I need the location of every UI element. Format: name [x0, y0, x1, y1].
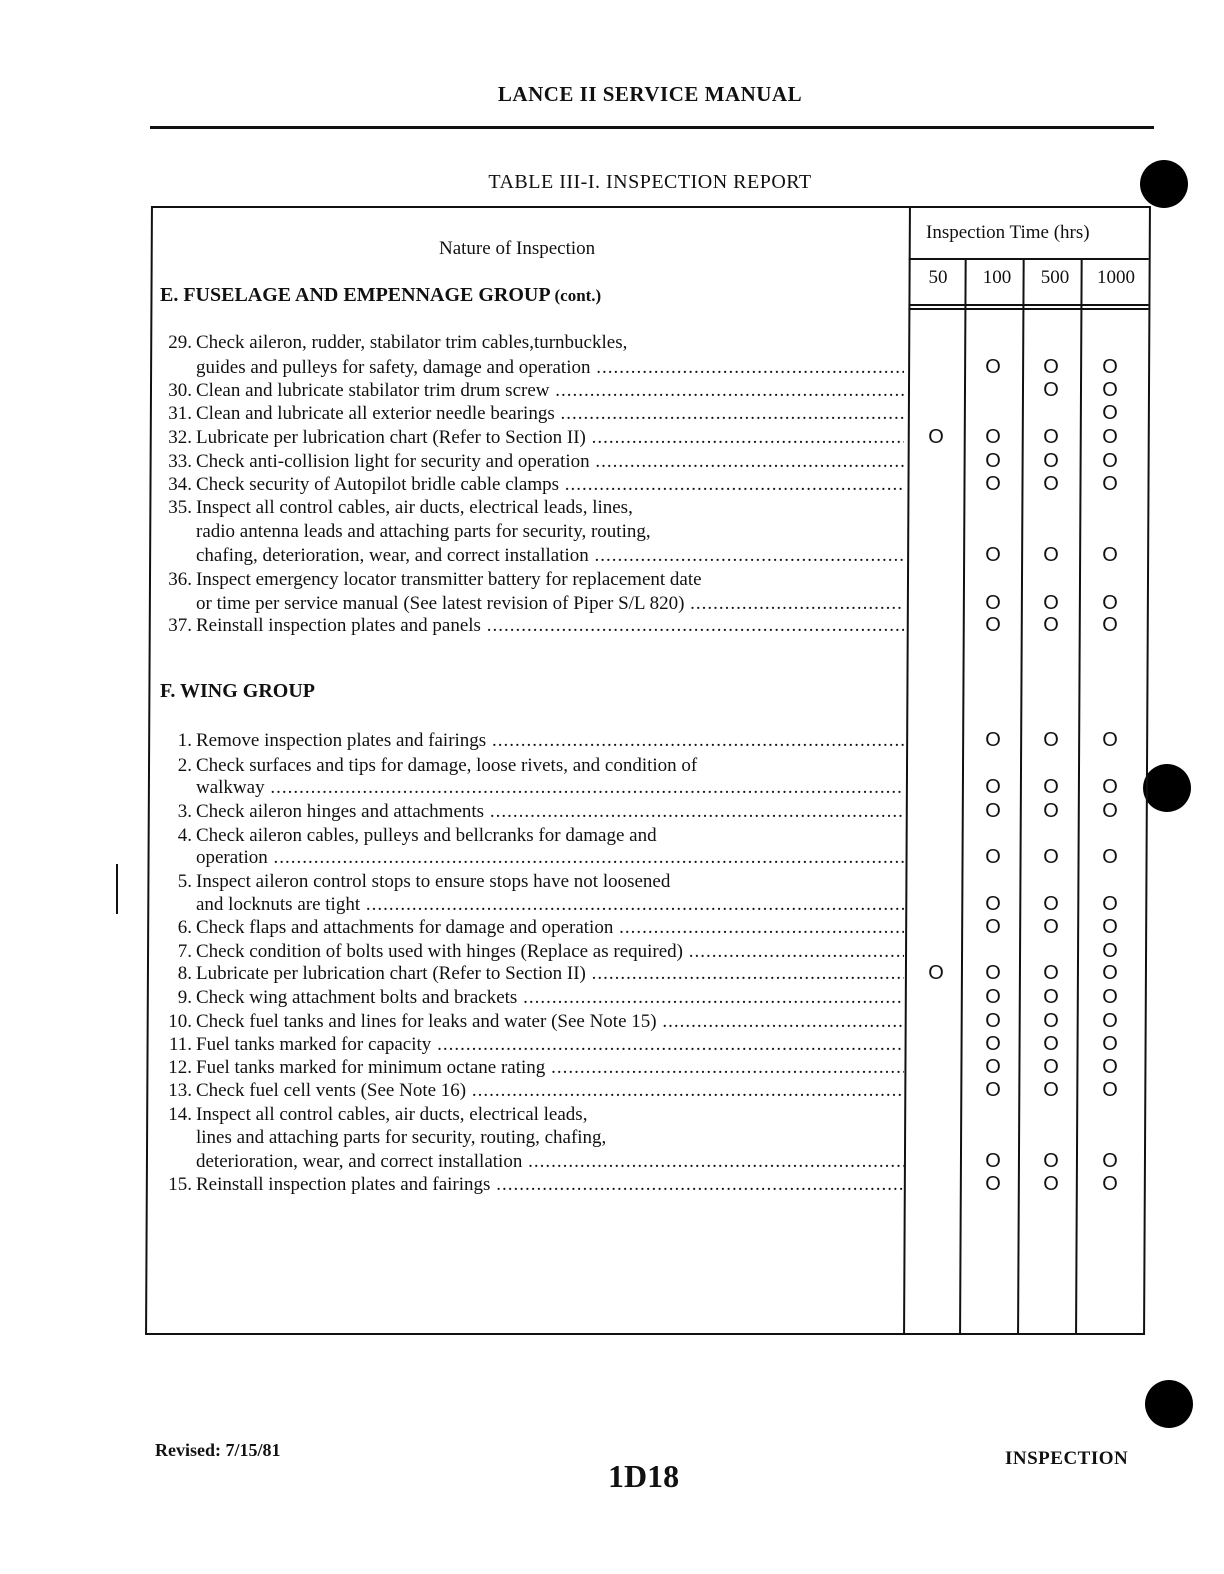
col-header-500: 500	[1040, 267, 1070, 288]
inspection-mark-100: O	[985, 916, 1001, 938]
inspection-mark-500: O	[1043, 986, 1059, 1008]
table-row	[160, 986, 904, 1009]
item-number: 14.	[168, 1104, 192, 1125]
inspection-mark-500: O	[1043, 846, 1059, 868]
inspection-mark-1000: O	[1102, 1056, 1118, 1078]
inspection-mark-1000: O	[1102, 614, 1118, 636]
item-text: Check flaps and attachments for damage and operation .....	[196, 916, 904, 939]
inspection-mark-500: O	[1043, 426, 1059, 448]
inspection-mark-500: O	[1043, 473, 1059, 495]
table-row	[160, 1079, 904, 1102]
table-row	[160, 800, 904, 823]
inspection-mark-100: O	[985, 1079, 1001, 1101]
inspection-mark-1000: O	[1102, 356, 1118, 378]
inspection-mark-1000: O	[1102, 1079, 1118, 1101]
item-text: Check surfaces and tips for damage, loose rivets, and condition of	[196, 755, 698, 776]
table-row	[160, 916, 904, 939]
inspection-mark-1000: O	[1102, 916, 1118, 938]
table-row	[160, 520, 904, 543]
table-row	[160, 496, 904, 519]
inspection-mark-1000: O	[1102, 846, 1118, 868]
item-text: deterioration, wear, and correct installation .....	[196, 1150, 904, 1173]
item-text: Check security of Autopilot bridle cable clamps .....	[196, 473, 904, 496]
inspection-mark-500: O	[1043, 729, 1059, 751]
section-e-title: E. FUSELAGE AND EMPENNAGE GROUP	[160, 284, 550, 306]
inspection-mark-500: O	[1043, 379, 1059, 401]
item-text: Lubricate per lubrication chart (Refer to Section II) .....	[196, 426, 904, 449]
inspection-mark-500: O	[1043, 450, 1059, 472]
table-row	[160, 544, 904, 567]
item-text: Clean and lubricate all exterior needle bearings .....	[196, 402, 904, 425]
inspection-mark-500: O	[1043, 916, 1059, 938]
table-row	[160, 331, 904, 354]
item-text: Inspect emergency locator transmitter battery for replacement date	[196, 569, 702, 590]
table-row	[160, 426, 904, 449]
item-text: Check aileron hinges and attachments .....	[196, 800, 904, 823]
item-text: Clean and lubricate stabilator trim drum screw .....	[196, 379, 904, 402]
item-number: 36.	[168, 569, 192, 590]
inspection-mark-1000: O	[1102, 544, 1118, 566]
table-row	[160, 1010, 904, 1033]
table-row	[160, 1126, 904, 1149]
inspection-mark-1000: O	[1102, 473, 1118, 495]
item-text: Reinstall inspection plates and fairings .....	[196, 1173, 904, 1196]
item-text: or time per service manual (See latest revision of Piper S/L 820) .....	[196, 592, 904, 615]
inspection-mark-500: O	[1043, 1079, 1059, 1101]
item-number: 6.	[177, 917, 192, 938]
table-row	[160, 776, 904, 799]
item-number: 33.	[168, 451, 192, 472]
inspection-mark-100: O	[985, 893, 1001, 915]
item-text: guides and pulleys for safety, damage and operation .....	[196, 356, 904, 379]
item-number: 34.	[168, 474, 192, 495]
table-row	[160, 729, 904, 752]
section-e-suffix: (cont.)	[554, 286, 602, 305]
inspection-mark-100: O	[985, 1173, 1001, 1195]
table-row	[160, 1056, 904, 1079]
table-row	[160, 402, 904, 425]
item-text: Check wing attachment bolts and brackets .....	[196, 986, 904, 1009]
inspection-mark-500: O	[1043, 614, 1059, 636]
item-text: Reinstall inspection plates and panels .....	[196, 614, 904, 637]
item-text: Lubricate per lubrication chart (Refer to Section II) .....	[196, 962, 904, 985]
inspection-mark-1000: O	[1102, 729, 1118, 751]
inspection-mark-1000: O	[1102, 1010, 1118, 1032]
inspection-mark-1000: O	[1102, 379, 1118, 401]
inspection-mark-100: O	[985, 544, 1001, 566]
table-row	[160, 592, 904, 615]
table-row	[160, 614, 904, 637]
item-number: 10.	[168, 1011, 192, 1032]
inspection-mark-100: O	[985, 1056, 1001, 1078]
table-title: TABLE III-I. INSPECTION REPORT	[488, 171, 812, 193]
table-row	[160, 962, 904, 985]
item-text: Check aileron, rudder, stabilator trim cables,turnbuckles,	[196, 332, 628, 353]
inspection-mark-1000: O	[1102, 962, 1118, 984]
item-number: 9.	[177, 987, 192, 1008]
inspection-mark-500: O	[1043, 1056, 1059, 1078]
inspection-mark-100: O	[985, 1010, 1001, 1032]
item-number: 1.	[177, 730, 192, 751]
item-text: Inspect all control cables, air ducts, electrical leads,	[196, 1104, 588, 1125]
item-text: Fuel tanks marked for capacity .....	[196, 1033, 904, 1056]
inspection-mark-1000: O	[1102, 426, 1118, 448]
header-rule	[150, 126, 1154, 129]
table-row	[160, 1103, 904, 1126]
inspection-mark-500: O	[1043, 800, 1059, 822]
item-text: Check aileron cables, pulleys and bellcranks for damage and	[196, 825, 657, 846]
section-e-heading	[160, 284, 601, 307]
col-header-1000: 1000	[1097, 267, 1135, 288]
table-row	[160, 1173, 904, 1196]
inspection-mark-500: O	[1043, 962, 1059, 984]
divider-columns-body	[908, 308, 1148, 310]
inspection-mark-100: O	[985, 356, 1001, 378]
item-text: Check anti-collision light for security and operation .....	[196, 450, 904, 473]
revision-bar	[116, 864, 118, 914]
inspection-mark-100: O	[985, 450, 1001, 472]
inspection-mark-1000: O	[1102, 1033, 1118, 1055]
item-text: Check fuel tanks and lines for leaks and water (See Note 15) .....	[196, 1010, 904, 1033]
nature-header: Nature of Inspection	[439, 238, 596, 259]
inspection-mark-1000: O	[1102, 1150, 1118, 1172]
col-header-50: 50	[928, 267, 948, 288]
item-number: 8.	[177, 963, 192, 984]
inspection-mark-500: O	[1043, 776, 1059, 798]
item-number: 3.	[177, 801, 192, 822]
item-number: 30.	[168, 380, 192, 401]
item-text: Check condition of bolts used with hinges (Replace as required) .....	[196, 940, 904, 963]
time-header: Inspection Time (hrs)	[926, 222, 1090, 243]
item-text: Check fuel cell vents (See Note 16) .....	[196, 1079, 904, 1102]
inspection-mark-500: O	[1043, 1150, 1059, 1172]
item-number: 4.	[177, 825, 192, 846]
inspection-mark-100: O	[985, 592, 1001, 614]
item-text: Inspect all control cables, air ducts, electrical leads, lines,	[196, 497, 633, 518]
table-row	[160, 356, 904, 379]
item-text: walkway .....	[196, 776, 904, 799]
item-number: 13.	[168, 1080, 192, 1101]
item-text: radio antenna leads and attaching parts for security, routing,	[196, 521, 651, 542]
inspection-mark-1000: O	[1102, 450, 1118, 472]
revised-date: Revised: 7/15/81	[155, 1440, 281, 1460]
item-number: 29.	[168, 332, 192, 353]
inspection-mark-100: O	[985, 776, 1001, 798]
page-code: 1D18	[608, 1458, 680, 1494]
table-row	[160, 450, 904, 473]
item-number: 32.	[168, 427, 192, 448]
inspection-mark-1000: O	[1102, 1173, 1118, 1195]
item-text: lines and attaching parts for security, routing, chafing,	[196, 1127, 607, 1148]
inspection-mark-100: O	[985, 846, 1001, 868]
item-number: 37.	[168, 615, 192, 636]
item-number: 5.	[177, 871, 192, 892]
margin-bullet-top	[1140, 160, 1188, 208]
inspection-mark-500: O	[1043, 544, 1059, 566]
inspection-mark-1000: O	[1102, 776, 1118, 798]
inspection-mark-500: O	[1043, 592, 1059, 614]
inspection-mark-100: O	[985, 473, 1001, 495]
table-row	[160, 1033, 904, 1056]
inspection-mark-50: O	[928, 426, 944, 448]
divider-nature	[903, 208, 911, 1333]
table-row	[160, 940, 904, 963]
table-row	[160, 379, 904, 402]
item-number: 15.	[168, 1174, 192, 1195]
inspection-mark-500: O	[1043, 893, 1059, 915]
inspection-mark-1000: O	[1102, 592, 1118, 614]
inspection-mark-100: O	[985, 729, 1001, 751]
item-text: chafing, deterioration, wear, and correct installation .....	[196, 544, 904, 567]
inspection-mark-1000: O	[1102, 402, 1118, 424]
inspection-mark-50: O	[928, 962, 944, 984]
inspection-mark-1000: O	[1102, 940, 1118, 962]
item-number: 31.	[168, 403, 192, 424]
table-row	[160, 1150, 904, 1173]
manual-title: LANCE II SERVICE MANUAL	[497, 82, 803, 106]
table-row	[160, 754, 904, 777]
item-number: 11.	[168, 1034, 192, 1055]
inspection-mark-500: O	[1043, 356, 1059, 378]
item-number: 35.	[168, 497, 192, 518]
inspection-mark-100: O	[985, 426, 1001, 448]
inspection-mark-100: O	[985, 800, 1001, 822]
inspection-mark-1000: O	[1102, 986, 1118, 1008]
inspection-mark-100: O	[985, 986, 1001, 1008]
table-row	[160, 846, 904, 869]
inspection-mark-500: O	[1043, 1173, 1059, 1195]
inspection-mark-500: O	[1043, 1010, 1059, 1032]
inspection-mark-100: O	[985, 1033, 1001, 1055]
section-f-heading: F. WING GROUP	[160, 680, 316, 702]
item-text: operation .....	[196, 846, 904, 869]
inspection-mark-100: O	[985, 614, 1001, 636]
table-row	[160, 893, 904, 916]
divider-columns-header	[908, 304, 1148, 306]
inspection-mark-100: O	[985, 962, 1001, 984]
item-text: Fuel tanks marked for minimum octane rating .....	[196, 1056, 904, 1079]
table-row	[160, 824, 904, 847]
divider-time-header	[909, 258, 1149, 260]
item-text: Inspect aileron control stops to ensure stops have not loosened	[196, 871, 671, 892]
item-text: and locknuts are tight .....	[196, 893, 904, 916]
table-row	[160, 568, 904, 591]
item-text: Remove inspection plates and fairings .....	[196, 729, 904, 752]
inspection-mark-500: O	[1043, 1033, 1059, 1055]
margin-bullet-middle	[1143, 764, 1191, 812]
item-number: 2.	[177, 755, 192, 776]
table-row	[160, 870, 904, 893]
table-row	[160, 473, 904, 496]
inspection-mark-1000: O	[1102, 800, 1118, 822]
section-name: INSPECTION	[1005, 1448, 1129, 1469]
col-header-100: 100	[982, 267, 1012, 288]
margin-bullet-bottom	[1145, 1380, 1193, 1428]
item-number: 7.	[177, 941, 192, 962]
inspection-mark-1000: O	[1102, 893, 1118, 915]
inspection-mark-100: O	[985, 1150, 1001, 1172]
item-number: 12.	[168, 1057, 192, 1078]
